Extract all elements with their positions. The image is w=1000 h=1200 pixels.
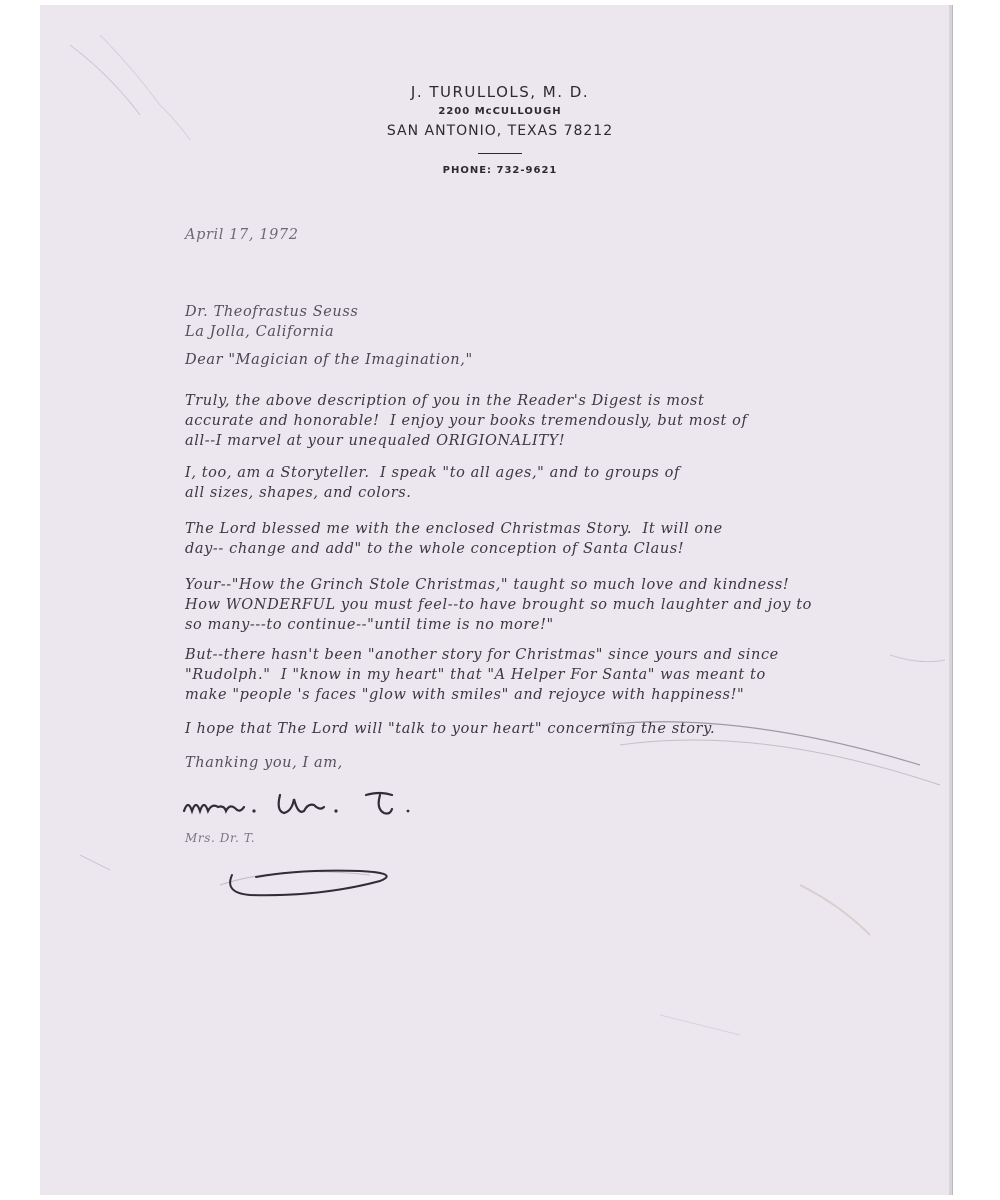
- paragraph-line: "Rudolph." I "know in my heart" that "A Helper For Santa" was meant to: [185, 667, 766, 683]
- paragraph-line: day-- change and add" to the whole conception of Santa Claus!: [185, 541, 685, 557]
- paragraph-6: [185, 719, 715, 739]
- salutation: Dear "Magician of the Imagination,": [185, 352, 473, 368]
- typed-signature: Mrs. Dr. T.: [185, 831, 256, 845]
- letterhead-phone: PHONE: 732-9621: [442, 165, 558, 176]
- recipient-location: La Jolla, California: [185, 324, 335, 340]
- letter-page: [40, 5, 952, 1195]
- paragraph-line: all sizes, shapes, and colors.: [185, 485, 412, 501]
- paragraph-5: [185, 645, 779, 705]
- paragraph-line: How WONDERFUL you must feel--to have brought so much laughter and joy to: [185, 597, 812, 613]
- paragraph-line: so many---to continue--"until time is no more!": [185, 617, 554, 633]
- paragraph-line: The Lord blessed me with the enclosed Christmas Story. It will one: [185, 521, 723, 537]
- closing: Thanking you, I am,: [185, 755, 343, 771]
- paragraph-line: I, too, am a Storyteller. I speak "to all ages," and to groups of: [185, 465, 680, 481]
- paragraph-line: Truly, the above description of you in the Reader's Digest is most: [185, 393, 705, 409]
- paragraph-1: [185, 391, 747, 451]
- letterhead-street: 2200 McCULLOUGH: [438, 106, 562, 117]
- paragraph-line: all--I marvel at your unequaled ORIGIONALITY!: [185, 433, 566, 449]
- letterhead-city: SAN ANTONIO, TEXAS 78212: [386, 123, 614, 139]
- paragraph-2: [185, 463, 680, 503]
- letterhead-divider: [478, 153, 522, 154]
- paragraph-line: I hope that The Lord will "talk to your heart" concerning the story.: [185, 721, 716, 737]
- letter-date: April 17, 1972: [185, 227, 299, 243]
- paragraph-line: accurate and honorable! I enjoy your books tremendously, but most of: [185, 413, 748, 429]
- paragraph-4: [185, 575, 812, 635]
- paragraph-line: Your--"How the Grinch Stole Christmas," taught so much love and kindness!: [185, 577, 790, 593]
- recipient-name: Dr. Theofrastus Seuss: [185, 304, 359, 320]
- recipient-address: [185, 302, 358, 342]
- paragraph-line: make "people 's faces "glow with smiles" and rejoyce with happiness!": [185, 687, 745, 703]
- paragraph-3: [185, 519, 723, 559]
- letterhead: [340, 81, 660, 178]
- paragraph-line: But--there hasn't been "another story for Christmas" since yours and since: [185, 647, 779, 663]
- handwritten-signature: [180, 781, 480, 831]
- letterhead-name: J. TURULLOLS, M. D.: [410, 83, 590, 101]
